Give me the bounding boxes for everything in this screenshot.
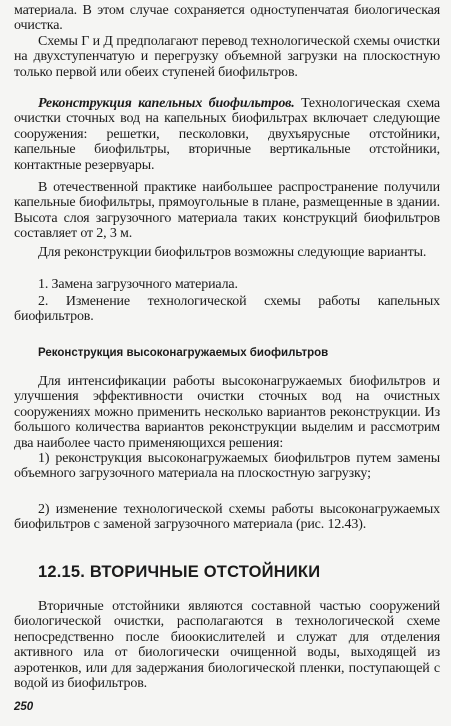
list-item-1: 1. Замена загрузочного материала. bbox=[38, 277, 238, 292]
paragraph-option-1: 1) реконструкция высоконагружаемых биофильтров путем замены объемного загрузочного материала на плоскостную загрузку; bbox=[14, 451, 440, 482]
paragraph-drip-biofilters bbox=[14, 96, 440, 173]
paragraph-intensification: Для интенсификации работы высоконагружаемых биофильтров и улучшения эффективности очистки сточных вод на очистных сооружениях можно применить несколько вариантов реконструкции. Из большого количества вариантов реконструкции выделим и рассмотрим два наиболее часто применяющихся решения: bbox=[14, 374, 440, 451]
page-number: 250 bbox=[14, 701, 34, 713]
paragraph-domestic-practice: В отечественной практике наибольшее распространение получили капельные биофильтры, прямоугольные в плане, размещенные в здании. Высота слоя загрузочного материала таких конструкций биофильтров составляет от 2, 3 м. bbox=[14, 180, 440, 242]
list-item-2: 2. Изменение технологической схемы работы капельных биофильтров. bbox=[14, 294, 440, 325]
paragraph-continued: материала. В этом случае сохраняется одноступенчатая биологическая очистка. bbox=[14, 3, 440, 34]
lead-in-heading: Реконструкция капельных биофильтров. bbox=[38, 96, 295, 111]
section-title: 12.15. ВТОРИЧНЫЕ ОТСТОЙНИКИ bbox=[38, 563, 321, 581]
paragraph-text: Технологическая схема очистки сточных вод на капельных биофильтрах включает следующие сооружения: решетки, песколовки, двухъярусные отстойники, капельные биофильтры, вторичные вертикальные отстойники, контактные резервуары. bbox=[14, 96, 440, 173]
subheading: Реконструкция высоконагружаемых биофильтров bbox=[38, 347, 329, 359]
paragraph-secondary-clarifiers: Вторичные отстойники являются составной частью сооружений биологической очистки, располагаются в технологической схеме непосредственно после биоокислителей и служат для отделения активного ила от биологически очищенной воды, выходящей из аэротенков, или для задержания биологической пленки, поступающей с водой из биофильтров. bbox=[14, 599, 440, 692]
paragraph-option-2: 2) изменение технологической схемы работы высоконагружаемых биофильтров с заменой загрузочного материала (рис. 12.43). bbox=[14, 502, 440, 533]
paragraph-variants: Для реконструкции биофильтров возможны следующие варианты. bbox=[38, 245, 427, 260]
paragraph-schemes: Схемы Г и Д предполагают перевод технологической схемы очистки на двухступенчатую и перегрузку объемной загрузки на плоскостную только первой или обеих ступеней биофильтров. bbox=[14, 34, 440, 80]
